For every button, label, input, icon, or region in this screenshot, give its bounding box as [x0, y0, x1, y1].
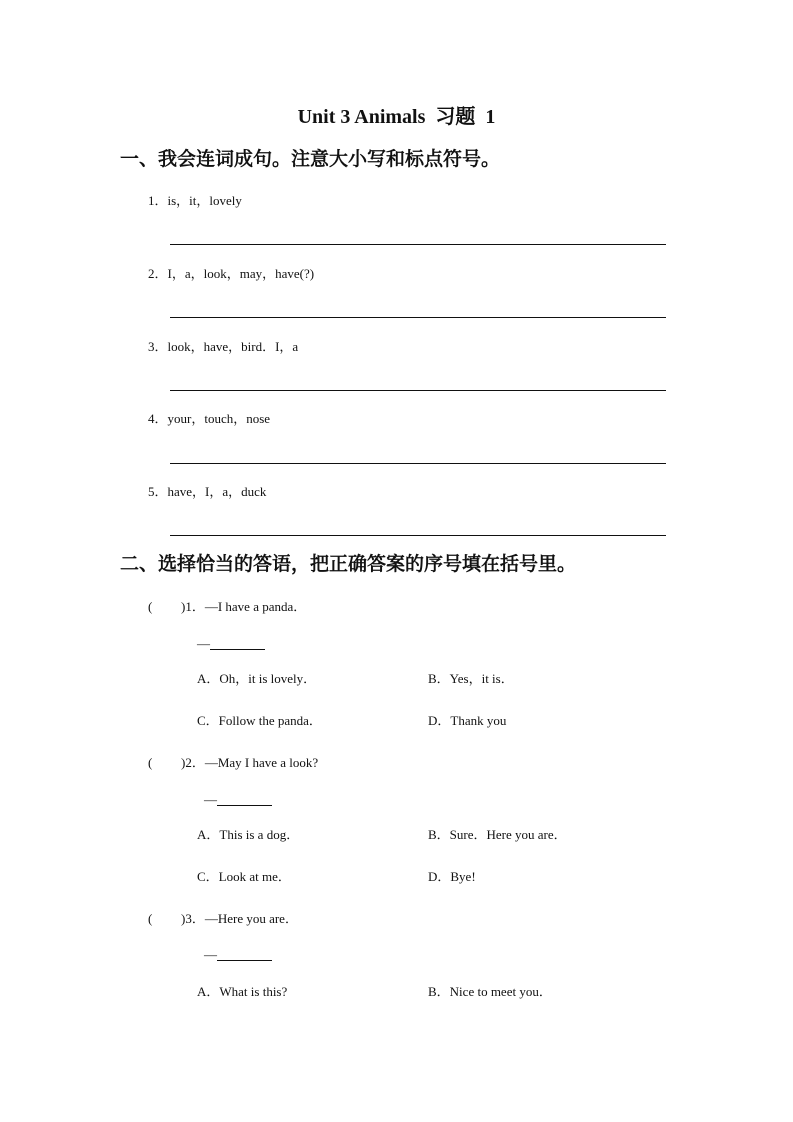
option-d: D．Bye! — [428, 869, 476, 884]
section-2-heading: 二、选择恰当的答语，把正确答案的序号填在括号里。 — [120, 553, 577, 575]
dash: — — [197, 636, 210, 651]
option-d: D．Thank you — [428, 713, 507, 728]
question-1: )1．—I have a panda． — [181, 599, 307, 614]
blank-line — [210, 637, 265, 650]
answer-line-4 — [170, 463, 666, 464]
section-1-heading: 一、我会连词成句。注意大小写和标点符号。 — [120, 148, 501, 170]
option-b: B．Nice to meet you． — [428, 984, 552, 999]
answer-line-1 — [170, 244, 666, 245]
reply-blank-2 — [204, 793, 272, 806]
item-5: 5．have，I，a，duck — [148, 484, 267, 499]
dash: — — [204, 947, 217, 962]
question-2: )2．—May I have a look? — [181, 755, 319, 770]
answer-line-2 — [170, 317, 666, 318]
dash: — — [204, 792, 217, 807]
item-3: 3．look，have，bird．I，a — [148, 339, 299, 354]
option-b: B．Sure．Here you are． — [428, 827, 567, 842]
item-4: 4．your，touch，nose — [148, 411, 271, 426]
option-c: C．Look at me． — [197, 869, 291, 884]
paren-open: ( — [148, 911, 153, 926]
option-a: A．Oh，it is lovely． — [197, 671, 317, 686]
option-c: C．Follow the panda． — [197, 713, 322, 728]
reply-blank-3 — [204, 948, 272, 961]
item-2: 2．I，a，look，may，have(?) — [148, 266, 315, 281]
answer-line-5 — [170, 535, 666, 536]
answer-line-3 — [170, 390, 666, 391]
paren-open: ( — [148, 755, 153, 770]
question-3: )3．—Here you are． — [181, 911, 298, 926]
option-a: A．What is this? — [197, 984, 288, 999]
reply-blank-1 — [197, 637, 265, 650]
option-a: A．This is a dog． — [197, 827, 300, 842]
blank-line — [217, 793, 272, 806]
paren-open: ( — [148, 599, 153, 614]
item-1: 1．is，it，lovely — [148, 193, 242, 208]
option-b: B．Yes，it is． — [428, 671, 514, 686]
page-title: Unit 3 Animals 习题 1 — [297, 106, 496, 128]
blank-line — [217, 948, 272, 961]
